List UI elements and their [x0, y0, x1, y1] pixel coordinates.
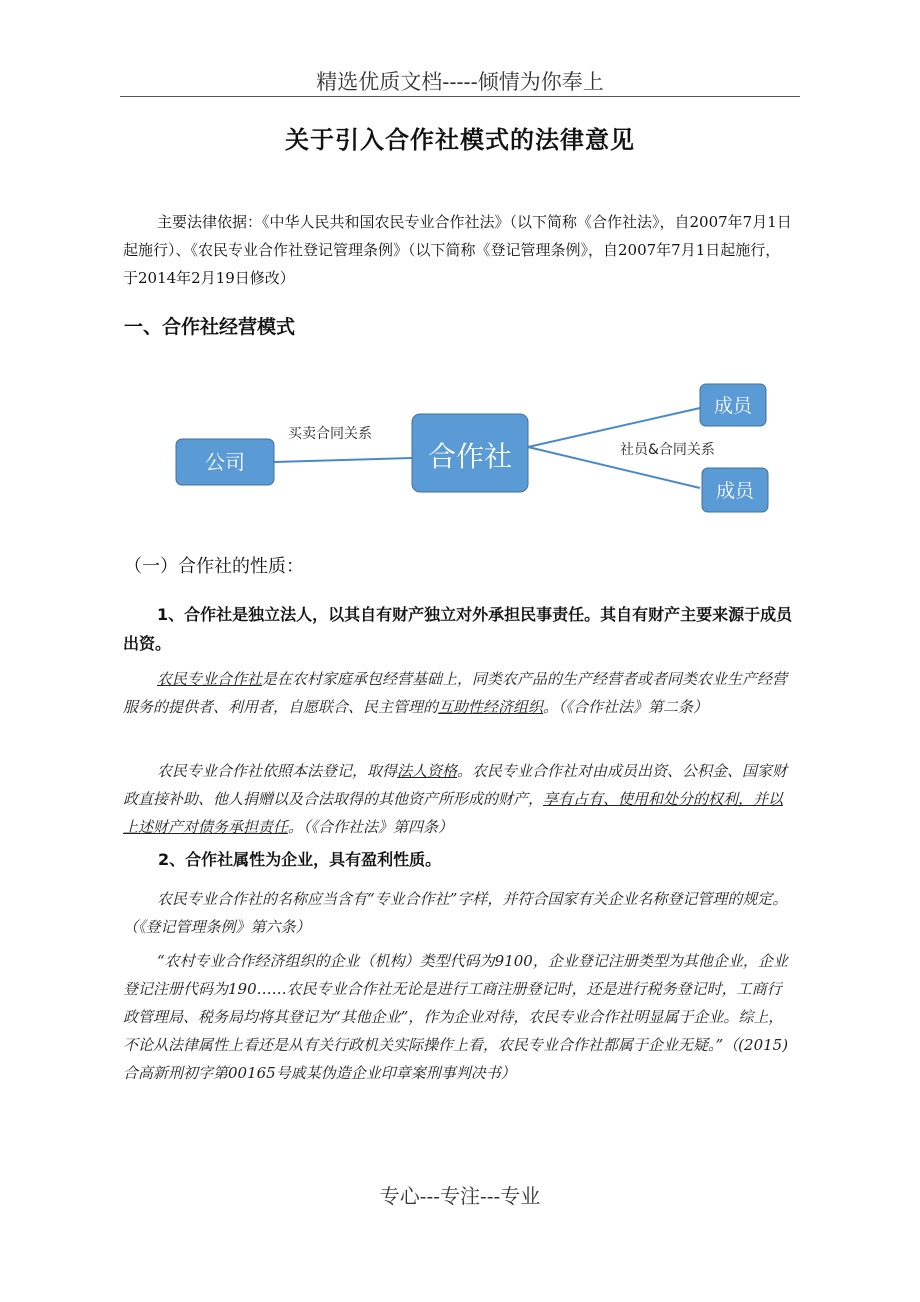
- underline-term: 互助性经济组织: [438, 698, 544, 716]
- point-independent-legal-person: 1、合作社是独立法人，以其自有财产独立对外承担民事责任。其自有财产主要来源于成员出资。: [123, 605, 793, 653]
- quote-court-judgment: “农村专业合作经济组织的企业（机构）类型代码为9100，企业登记注册类型为其他企业，企业登记注册代码为190……农民专业合作社无论是进行工商注册登记时，还是进行税务登记时，工商行政管理局、税务局均将其登记为“其他企业”，作为企业对待，农民专业合作社明显属于企业。综上，不论从法律属性上看还是从有关行政机关实际操作上看，农民专业合作社都属于企业无疑。”（(2015)合高新刑初字第00165号戚某伪造企业印章案刑事判决书）: [123, 952, 789, 1082]
- member-bottom-label: 成员: [715, 480, 755, 502]
- company-label: 公司: [205, 450, 245, 474]
- section-heading-business-model: 一、合作社经营模式: [124, 316, 296, 338]
- underline-term: 享有占有、使用和处分的权利，并以上述财产对债务承担责任: [123, 790, 784, 836]
- member-top-label: 成员: [713, 395, 753, 417]
- coop-label: 合作社: [427, 440, 513, 473]
- page-footer: 专心---专注---专业: [379, 1184, 541, 1208]
- document-title: 关于引入合作社模式的法律意见: [285, 126, 635, 154]
- subsection-heading-nature: （一）合作社的性质：: [124, 556, 304, 577]
- quote-article-2: 农民专业合作社是在农村家庭承包经营基础上，同类农产品的生产经营者或者同类农业生产经营服务的提供者、利用者，自愿联合、民主管理的互助性经济组织。（《合作社法》第二条）: [123, 670, 788, 716]
- underline-term: 法人资格: [397, 762, 458, 780]
- underline-term: 农民专业合作社: [157, 670, 263, 688]
- member-contract-label: 社员&合同关系: [620, 442, 715, 458]
- point-enterprise-nature: 2、合作社属性为企业，具有盈利性质。: [158, 850, 442, 869]
- page-header: 精选优质文档-----倾情为你奉上: [316, 70, 604, 94]
- sale-contract-label: 买卖合同关系: [288, 426, 372, 442]
- legal-basis-paragraph: 主要法律依据：《中华人民共和国农民专业合作社法》（以下简称《合作社法》，自2007年7月1日起施行）、《农民专业合作社登记管理条例》（以下简称《登记管理条例》，自2007年7月1日起施行，于2014年2月19日修改）: [123, 213, 792, 287]
- edge-company-coop: [274, 458, 412, 462]
- quote-article-4: 农民专业合作社依照本法登记，取得法人资格。农民专业合作社对由成员出资、公积金、国家财政直接补助、他人捐赠以及合法取得的其他资产所形成的财产，享有占有、使用和处分的权利，并以上述财产对债务承担责任。（《合作社法》第四条）: [123, 762, 788, 836]
- quote-article-6: 农民专业合作社的名称应当含有“专业合作社”字样，并符合国家有关企业名称登记管理的规定。（《登记管理条例》第六条）: [123, 890, 788, 936]
